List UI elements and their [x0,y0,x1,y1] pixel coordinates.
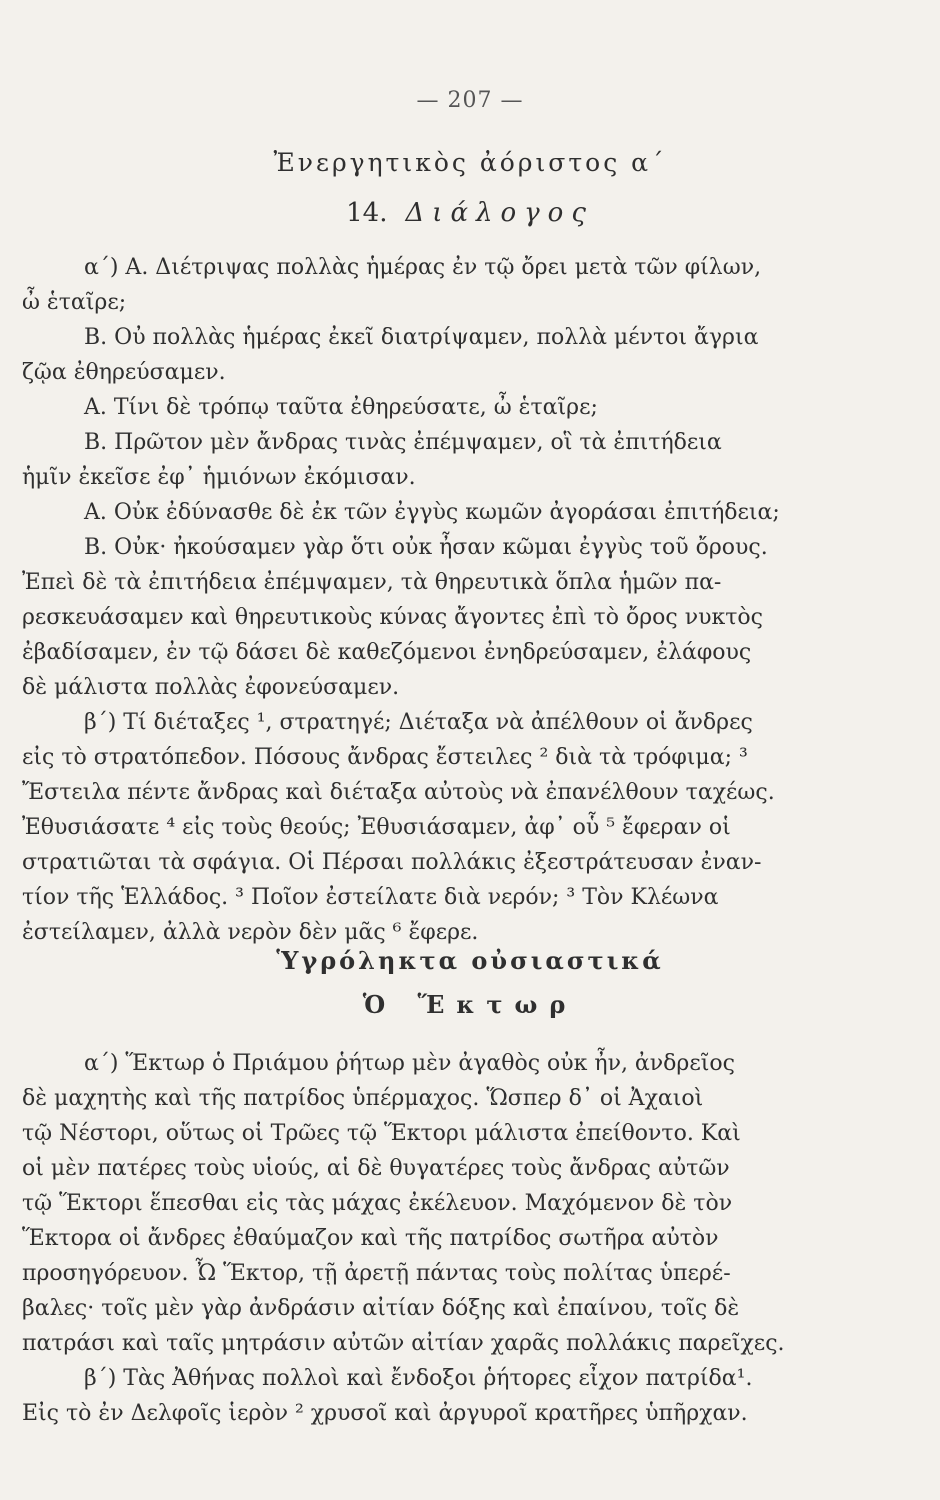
text-line: ρεσκευάσαμεν καὶ θηρευτικοὺς κύνας ἄγοντες ἐπὶ τὸ ὄρος νυκτὸς [22,605,763,630]
text-line: ἐστείλαμεν, ἀλλὰ νερὸν δὲν μᾶς ⁶ ἔφερε. [22,920,479,945]
text-line: δὲ μαχητὴς καὶ τῆς πατρίδος ὑπέρμαχος. Ὥσπερ δ᾽ οἱ Ἀχαιοὶ [22,1086,704,1111]
text-line: Β. Οὐ πολλὰς ἡμέρας ἐκεῖ διατρίψαμεν, πολλὰ μέντοι ἄγρια [84,325,759,350]
text-line: β΄) Τί διέταξες ¹, στρατηγέ; Διέταξα νὰ ἀπέλθουν οἱ ἄνδρες [84,710,753,735]
text-line: Ἐθυσιάσατε ⁴ εἰς τοὺς θεούς; Ἐθυσιάσαμεν, ἀφ᾽ οὗ ⁵ ἔφεραν οἱ [22,815,731,840]
text-line: α΄) Α. Διέτριψας πολλὰς ἡμέρας ἐν τῷ ὄρει μετὰ τῶν φίλων, [84,255,762,280]
text-line: α΄) Ἕκτωρ ὁ Πριάμου ῥήτωρ μὲν ἀγαθὸς οὐκ ἦν, ἀνδρεῖος [84,1051,735,1076]
subsection-number: 14. [346,198,388,228]
text-line: ἡμῖν ἐκεῖσε ἐφ᾽ ἡμιόνων ἐκόμισαν. [22,465,416,490]
section-title: Ἐνεργητικὸς ἀόριστος α΄ [273,148,667,177]
text-line: Εἰς τὸ ἐν Δελφοῖς ἱερὸν ² χρυσοῖ καὶ ἀργυροῖ κρατῆρες ὑπῆρχαν. [22,1401,748,1426]
text-line: ζῷα ἐθηρεύσαμεν. [22,360,226,385]
text-line: τῷ Νέστορι, οὕτως οἱ Τρῶες τῷ Ἕκτορι μάλιστα ἐπείθοντο. Καὶ [22,1121,741,1146]
subsection-title [0,198,940,228]
text-line: στρατιῶται τὰ σφάγια. Οἱ Πέρσαι πολλάκις ἐξεστράτευσαν ἐναν- [22,850,762,875]
text-line: β΄) Τὰς Ἀθήνας πολλοὶ καὶ ἔνδοξοι ῥήτορες εἶχον πατρίδα¹. [84,1366,753,1391]
text-line: Ἔστειλα πέντε ἄνδρας καὶ διέταξα αὐτοὺς νὰ ἐπανέλθουν ταχέως. [22,780,775,805]
text-line: Α. Οὐκ ἐδύνασθε δὲ ἐκ τῶν ἐγγὺς κωμῶν ἀγοράσαι ἐπιτήδεια; [84,500,780,525]
text-line: προσηγόρευον. Ὦ Ἕκτορ, τῇ ἀρετῇ πάντας τοὺς πολίτας ὑπερέ- [22,1261,731,1286]
text-line: τῷ Ἕκτορι ἕπεσθαι εἰς τὰς μάχας ἐκέλευον. Μαχόμενον δὲ τὸν [22,1191,733,1216]
text-line: Ἐπεὶ δὲ τὰ ἐπιτήδεια ἐπέμψαμεν, τὰ θηρευτικὰ ὅπλα ἡμῶν πα- [22,570,722,595]
text-line: πατράσι καὶ ταῖς μητράσιν αὐτῶν αἰτίαν χαρᾶς πολλάκις παρεῖχες. [22,1331,785,1356]
subsection-word: Διάλογος [405,198,594,228]
text-line: Β. Οὐκ· ἠκούσαμεν γὰρ ὅτι οὐκ ἦσαν κῶμαι ἐγγὺς τοῦ ὄρους. [84,535,768,560]
text-line: δὲ μάλιστα πολλὰς ἐφονεύσαμεν. [22,675,400,700]
text-line: Ἕκτορα οἱ ἄνδρες ἐθαύμαζον καὶ τῆς πατρίδος σωτῆρα αὐτὸν [22,1226,719,1251]
text-line: βαλες· τοῖς μὲν γὰρ ἀνδράσιν αἰτίαν δόξης καὶ ἐπαίνου, τοῖς δὲ [22,1296,740,1321]
page-number: — 207 — [416,88,524,113]
heading-hector: Ὁ Ἕκτωρ [362,990,578,1019]
text-line: εἰς τὸ στρατόπεδον. Πόσους ἄνδρας ἔστειλες ² διὰ τὰ τρόφιμα; ³ [22,745,748,770]
dialogue-text-block [22,250,858,950]
text-line: Β. Πρῶτον μὲν ἄνδρας τινὰς ἐπέμψαμεν, οἳ τὰ ἐπιτήδεια [84,430,722,455]
text-line: τίον τῆς Ἑλλάδος. ³ Ποῖον ἐστείλατε διὰ νερόν; ³ Τὸν Κλέωνα [22,885,719,910]
hector-text-block [22,1046,858,1431]
heading-liquid-nouns: Ὑγρόληκτα οὐσιαστικά [276,946,664,975]
text-line: οἱ μὲν πατέρες τοὺς υἱούς, αἱ δὲ θυγατέρες τοὺς ἄνδρας αὐτῶν [22,1156,730,1181]
text-line: ἐβαδίσαμεν, ἐν τῷ δάσει δὲ καθεζόμενοι ἐνηδρεύσαμεν, ἐλάφους [22,640,752,665]
text-line: Α. Τίνι δὲ τρόπῳ ταῦτα ἐθηρεύσατε, ὦ ἑταῖρε; [84,395,598,420]
text-line: ὦ ἑταῖρε; [22,290,127,315]
